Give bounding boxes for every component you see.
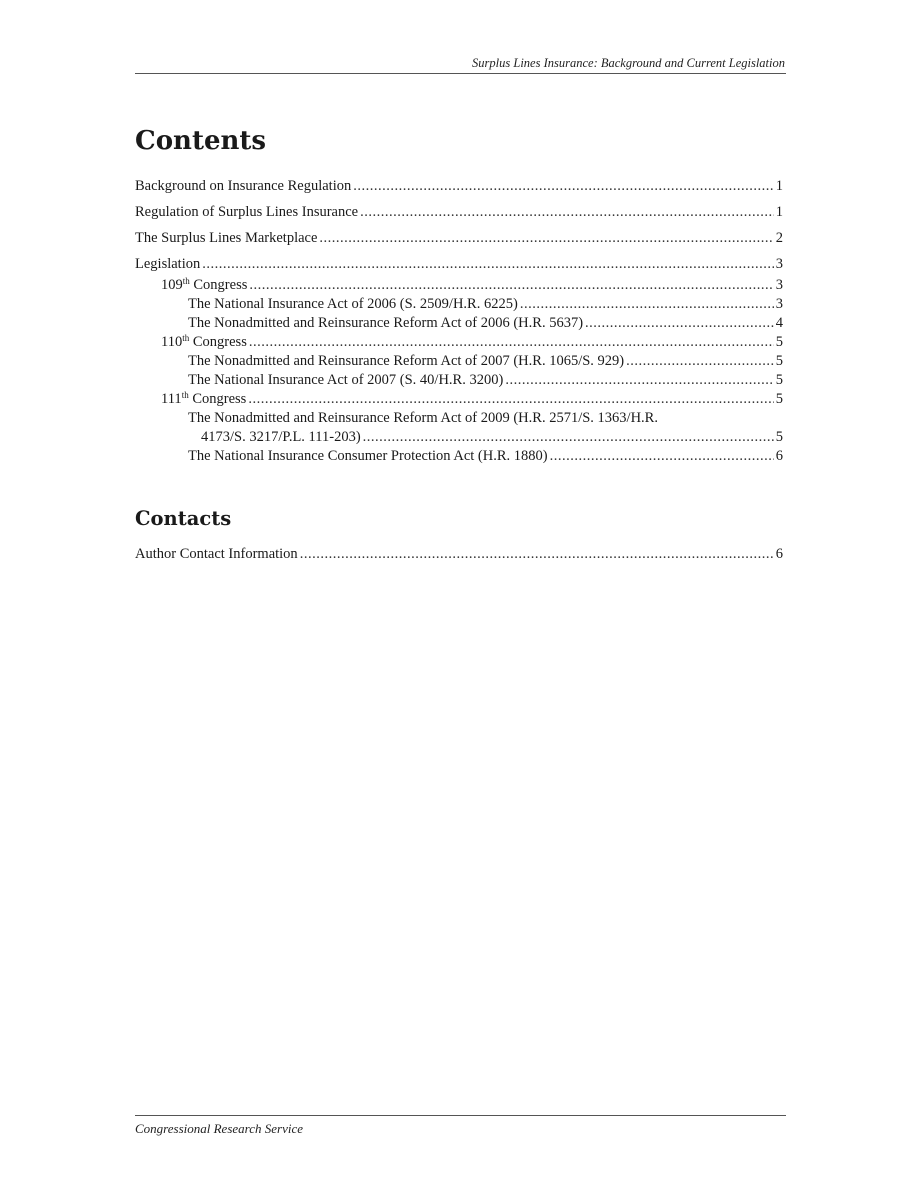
contacts-heading: Contacts [135, 507, 232, 530]
dot-leader [249, 276, 773, 295]
dot-leader [505, 371, 773, 390]
toc-entry-110th-congress[interactable] [161, 333, 783, 352]
toc-page-number: 5 [775, 429, 783, 445]
dot-leader [520, 295, 774, 314]
toc-entry-nrra-2009-line1[interactable] [188, 409, 783, 428]
toc-entry-legislation[interactable] [135, 255, 783, 274]
dot-leader [319, 229, 773, 248]
toc-page-number: 5 [775, 334, 783, 350]
toc-entry-label: 110th Congress [161, 333, 247, 350]
dot-leader [550, 447, 774, 466]
toc-entry-label: The National Insurance Act of 2006 (S. 2509/H.R. 6225) [188, 296, 518, 312]
toc-entry-marketplace[interactable] [135, 229, 783, 248]
dot-leader [626, 352, 774, 371]
contents-heading: Contents [135, 126, 267, 156]
toc-entry-label: The Surplus Lines Marketplace [135, 230, 318, 246]
toc-entry-author-contact[interactable] [135, 545, 783, 564]
dot-leader [353, 177, 774, 196]
dot-leader [300, 545, 774, 564]
toc-entry-label: 111th Congress [161, 390, 247, 407]
toc-entry-label: The Nonadmitted and Reinsurance Reform Act of 2006 (H.R. 5637) [188, 315, 584, 331]
footer-text: Congressional Research Service [135, 1121, 303, 1136]
dot-leader [360, 203, 774, 222]
toc-entry-nrra-2007[interactable] [188, 352, 783, 371]
toc-page-number: 6 [775, 546, 783, 562]
toc-entry-nia-2006[interactable] [188, 295, 783, 314]
dot-leader [248, 390, 773, 409]
toc-page-number: 2 [775, 230, 783, 246]
toc-page-number: 1 [775, 204, 783, 220]
toc-entry-label: Legislation [135, 256, 201, 272]
dot-leader [585, 314, 774, 333]
toc-entry-label: The National Insurance Consumer Protection Act (H.R. 1880) [188, 448, 548, 464]
toc-entry-nicpa[interactable] [188, 447, 783, 466]
toc-page-number: 5 [775, 391, 783, 407]
dot-leader [249, 333, 774, 352]
toc-page-number: 3 [775, 277, 783, 293]
dot-leader [202, 255, 774, 274]
toc-entry-label: The Nonadmitted and Reinsurance Reform Act of 2007 (H.R. 1065/S. 929) [188, 353, 625, 369]
toc-entry-label-continuation: 4173/S. 3217/P.L. 111-203) [201, 429, 361, 445]
dot-leader [363, 428, 774, 447]
toc-page-number: 1 [775, 178, 783, 194]
toc-entry-label: 109th Congress [161, 276, 248, 293]
page-footer [135, 1115, 786, 1138]
toc-page-number: 4 [775, 315, 783, 331]
toc-entry-label: Regulation of Surplus Lines Insurance [135, 204, 359, 220]
running-header [135, 55, 786, 74]
toc-entry-111th-congress[interactable] [161, 390, 783, 409]
toc-entry-background[interactable] [135, 177, 783, 196]
toc-page-number: 5 [775, 372, 783, 388]
toc-page-number: 3 [775, 256, 783, 272]
toc-page-number: 3 [775, 296, 783, 312]
toc-entry-regulation[interactable] [135, 203, 783, 222]
toc-entry-109th-congress[interactable] [161, 276, 783, 295]
toc-entry-nia-2007[interactable] [188, 371, 783, 390]
toc-entry-label: The Nonadmitted and Reinsurance Reform Act of 2009 (H.R. 2571/S. 1363/H.R. [188, 410, 658, 426]
toc-entry-label: Author Contact Information [135, 546, 298, 562]
running-header-title: Surplus Lines Insurance: Background and Current Legislation [472, 56, 785, 70]
toc-entry-label: The National Insurance Act of 2007 (S. 40/H.R. 3200) [188, 372, 504, 388]
toc-entry-label: Background on Insurance Regulation [135, 178, 352, 194]
toc-page-number: 6 [775, 448, 783, 464]
toc-entry-nrra-2006[interactable] [188, 314, 783, 333]
toc-entry-nrra-2009-line2[interactable] [201, 428, 783, 447]
toc-page-number: 5 [775, 353, 783, 369]
